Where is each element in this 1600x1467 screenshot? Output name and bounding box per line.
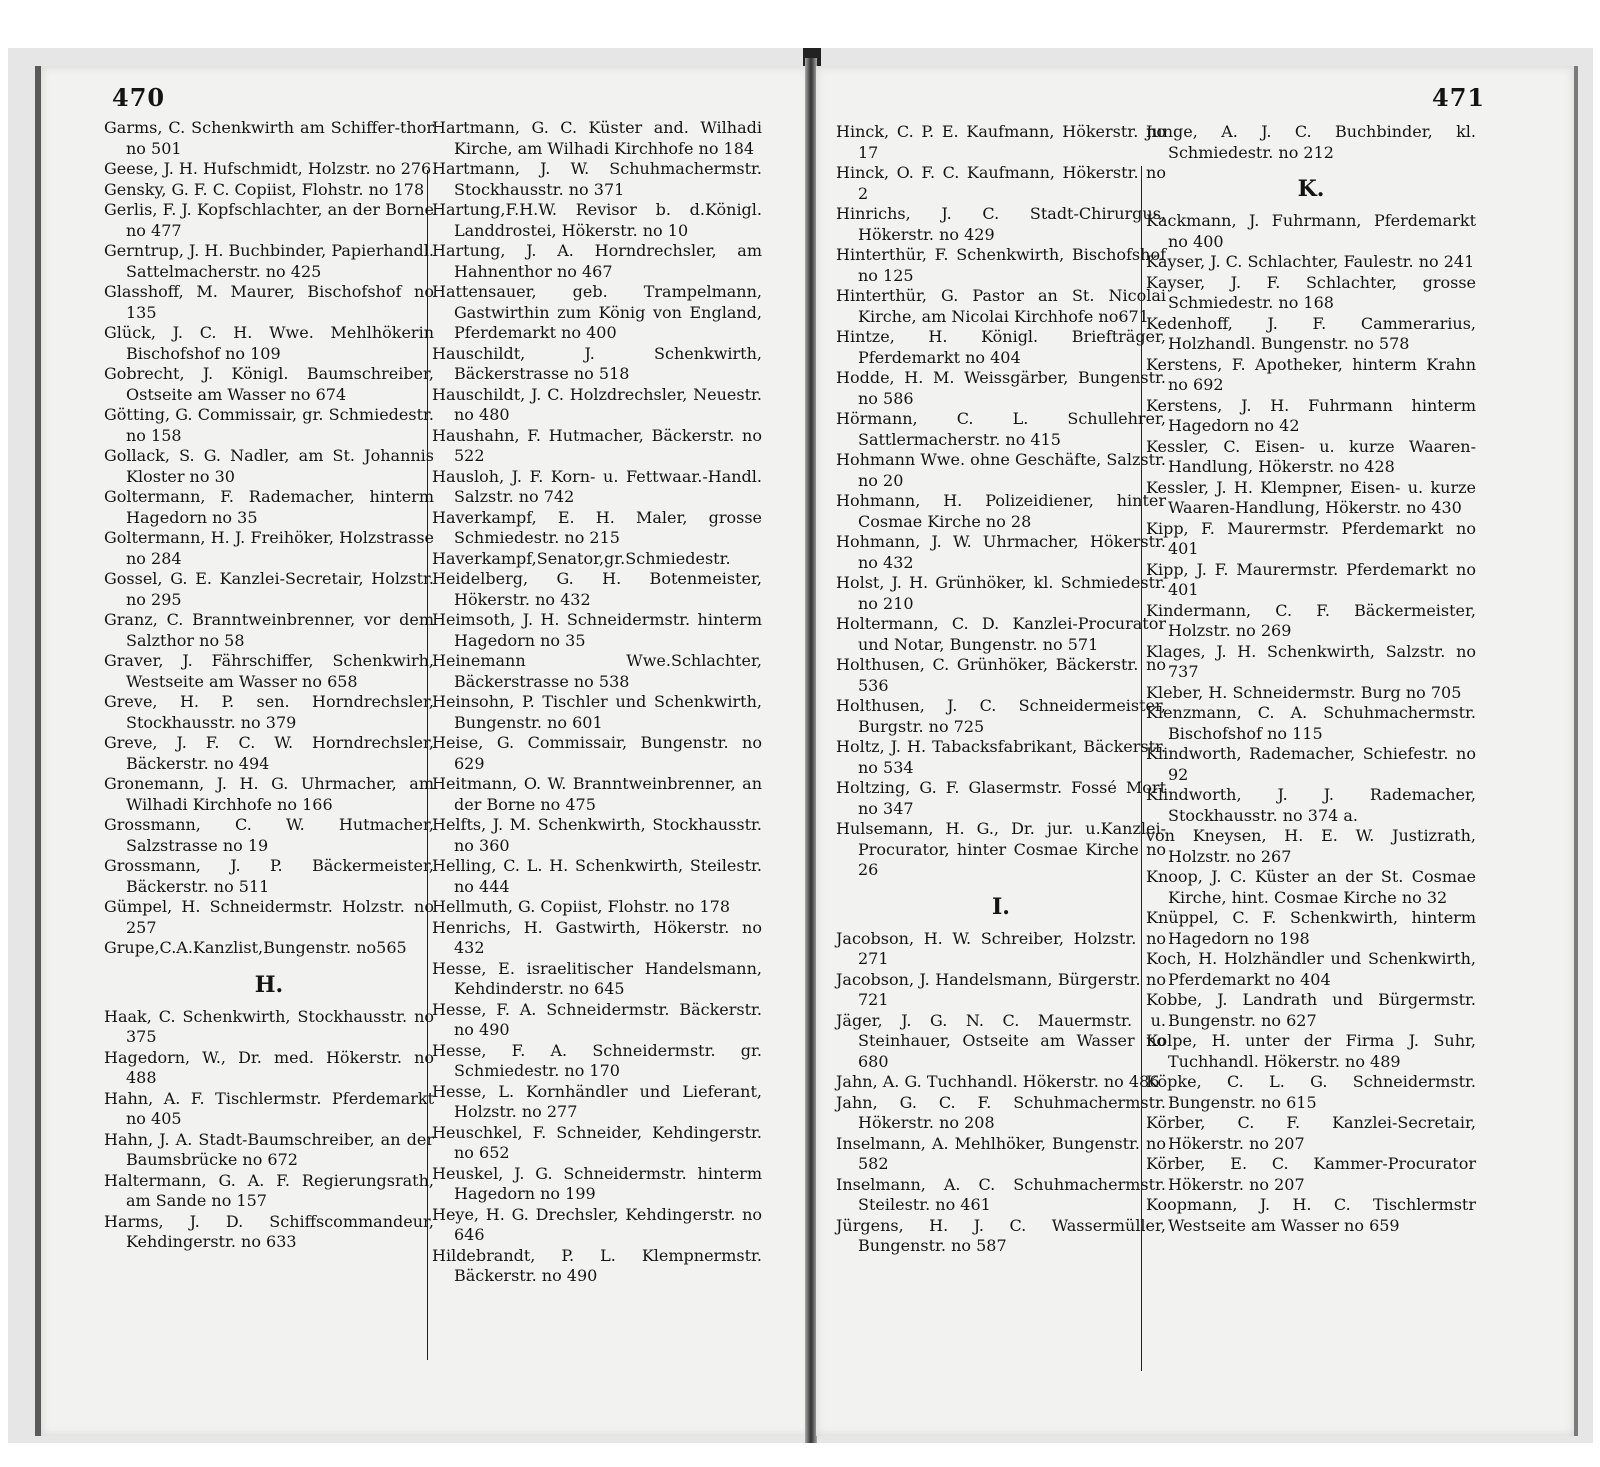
directory-entry: Hohmann Wwe. ohne Geschäfte, Salzstr. no 20 xyxy=(836,450,1166,490)
directory-entry: Hellmuth, G. Copiist, Flohstr. no 178 xyxy=(432,897,731,916)
directory-entry: Hartung, J. A. Horndrechsler, am Hahnenthor no 467 xyxy=(432,241,762,281)
directory-entry: Hinterthür, F. Schenkwirth, Bischofshof no 125 xyxy=(836,245,1166,285)
directory-entry: Kessler, C. Eisen- u. kurze Waaren-Handlung, Hökerstr. no 428 xyxy=(1146,436,1476,476)
directory-entry: Körber, C. F. Kanzlei-Secretair, Hökerstr. no 207 xyxy=(1146,1113,1476,1153)
directory-entry: Hesse, E. israelitischer Handelsmann, Kehdinderstr. no 645 xyxy=(432,958,762,998)
entries-g xyxy=(104,118,434,959)
directory-entry: Heimsoth, J. H. Schneidermstr. hinterm Hagedorn no 35 xyxy=(432,610,762,650)
directory-entry: Helling, C. L. H. Schenkwirth, Steilestr. no 444 xyxy=(432,856,762,896)
directory-entry: Haak, C. Schenkwirth, Stockhausstr. no 375 xyxy=(104,1006,434,1046)
directory-entry: Heinemann Wwe.Schlachter, Bäckerstrasse no 538 xyxy=(432,651,762,691)
directory-entry: Holthusen, C. Grünhöker, Bäckerstr. no 536 xyxy=(836,655,1166,695)
section-letter-h: H. xyxy=(254,971,284,998)
directory-entry: Hintze, H. Königl. Briefträger, Pferdemarkt no 404 xyxy=(836,327,1166,367)
directory-entry: Hattensauer, geb. Trampelmann, Gastwirthin zum König von England, Pferdemarkt no 400 xyxy=(432,282,762,342)
directory-entry: Gobrecht, J. Königl. Baumschreiber, Ostseite am Wasser no 674 xyxy=(104,364,434,404)
directory-entry: Kayser, J. F. Schlachter, grosse Schmiedestr. no 168 xyxy=(1146,272,1476,312)
directory-entry: Haverkampf, E. H. Maler, grosse Schmiedestr. no 215 xyxy=(432,507,762,547)
directory-entry: Heise, G. Commissair, Bungenstr. no 629 xyxy=(432,733,762,773)
directory-column-2 xyxy=(432,118,762,1287)
entries-h xyxy=(104,1007,434,1253)
directory-entry: Holtz, J. H. Tabacksfabrikant, Bäckerstr. no 534 xyxy=(836,737,1166,777)
directory-entry: Klenzmann, C. A. Schuhmachermstr. Bischofshof no 115 xyxy=(1146,703,1476,743)
directory-entry: Hohmann, H. Polizeidiener, hinter Cosmae Kirche no 28 xyxy=(836,491,1166,531)
directory-entry: Heitmann, O. W. Branntweinbrenner, an der Borne no 475 xyxy=(432,774,762,814)
directory-entry: Gümpel, H. Schneidermstr. Holzstr. no 257 xyxy=(104,897,434,937)
directory-entry: Hartmann, G. C. Küster and. Wilhadi Kirche, am Wilhadi Kirchhofe no 184 xyxy=(432,118,762,158)
directory-entry: Heuschkel, F. Schneider, Kehdingerstr. no 652 xyxy=(432,1122,762,1162)
directory-entry: Greve, H. P. sen. Horndrechsler, Stockhausstr. no 379 xyxy=(104,692,434,732)
directory-entry: Goltermann, F. Rademacher, hinterm Hagedorn no 35 xyxy=(104,487,434,527)
entries-i xyxy=(836,929,1166,1257)
section-letter-k: K. xyxy=(1297,176,1325,202)
directory-entry: Klages, J. H. Schenkwirth, Salzstr. no 737 xyxy=(1146,641,1476,681)
directory-entry: Jacobson, J. Handelsmann, Bürgerstr. no 721 xyxy=(836,969,1166,1009)
page-number-right: 471 xyxy=(1432,83,1486,112)
directory-entry: Koch, H. Holzhändler und Schenkwirth, Pferdemarkt no 404 xyxy=(1146,949,1476,989)
directory-entry: Heidelberg, G. H. Botenmeister, Hökerstr. no 432 xyxy=(432,569,762,609)
directory-entry: Holthusen, J. C. Schneidermeister, Burgstr. no 725 xyxy=(836,696,1166,736)
directory-entry: Hesse, L. Kornhändler und Lieferant, Holzstr. no 277 xyxy=(432,1081,762,1121)
directory-entry: Hahn, A. F. Tischlermstr. Pferdemarkt no 405 xyxy=(104,1088,434,1128)
directory-entry: Knoop, J. C. Küster an der St. Cosmae Kirche, hint. Cosmae Kirche no 32 xyxy=(1146,867,1476,907)
directory-entry: Jacobson, H. W. Schreiber, Holzstr. no 271 xyxy=(836,928,1166,968)
directory-entry: Heuskel, J. G. Schneidermstr. hinterm Hagedorn no 199 xyxy=(432,1163,762,1203)
directory-entry: Junge, A. J. C. Buchbinder, kl. Schmiedestr. no 212 xyxy=(1146,122,1476,162)
directory-entry: Holtzing, G. F. Glasermstr. Fossé Mort no 347 xyxy=(836,778,1166,818)
directory-entry: Köpke, C. L. G. Schneidermstr. Bungenstr. no 615 xyxy=(1146,1072,1476,1112)
directory-entry: Hauschildt, J. Schenkwirth, Bäckerstrasse no 518 xyxy=(432,343,762,383)
directory-entry: Hohmann, J. W. Uhrmacher, Hökerstr. no 432 xyxy=(836,532,1166,572)
directory-entry: Graver, J. Fährschiffer, Schenkwirh, Westseite am Wasser no 658 xyxy=(104,651,434,691)
directory-entry: Kolpe, H. unter der Firma J. Suhr, Tuchhandl. Hökerstr. no 489 xyxy=(1146,1031,1476,1071)
directory-entry: Kackmann, J. Fuhrmann, Pferdemarkt no 400 xyxy=(1146,211,1476,251)
page-number-left: 470 xyxy=(112,83,166,112)
directory-entry: Heye, H. G. Drechsler, Kehdingerstr. no 646 xyxy=(432,1204,762,1244)
directory-entry: Haverkampf,Senator,gr.Schmiedestr. xyxy=(432,548,731,568)
directory-entry: Hodde, H. M. Weissgärber, Bungenstr. no 586 xyxy=(836,368,1166,408)
directory-entry: Jäger, J. G. N. C. Mauermstr. u. Steinhauer, Ostseite am Wasser no 680 xyxy=(836,1010,1166,1071)
directory-entry: Hahn, J. A. Stadt-Baumschreiber, an der Baumsbrücke no 672 xyxy=(104,1129,434,1169)
directory-entry: Gerlis, F. J. Kopfschlachter, an der Borne no 477 xyxy=(104,200,434,240)
directory-entry: Hesse, F. A. Schneidermstr. Bäckerstr. no 490 xyxy=(432,999,762,1039)
directory-entry: Gerntrup, J. H. Buchbinder, Papierhandl. Sattelmacherstr. no 425 xyxy=(104,241,434,281)
directory-entry: Holtermann, C. D. Kanzlei-Procurator und Notar, Bungenstr. no 571 xyxy=(836,614,1166,654)
directory-entry: Goltermann, H. J. Freihöker, Holzstrasse no 284 xyxy=(104,528,434,568)
directory-entry: Glück, J. C. H. Wwe. Mehlhökerin Bischofshof no 109 xyxy=(104,323,434,363)
directory-entry: Kleber, H. Schneidermstr. Burg no 705 xyxy=(1146,682,1462,702)
directory-entry: Knüppel, C. F. Schenkwirth, hinterm Hagedorn no 198 xyxy=(1146,908,1476,948)
directory-entry: Klindworth, Rademacher, Schiefestr. no 92 xyxy=(1146,744,1476,784)
directory-entry: Hesse, F. A. Schneidermstr. gr. Schmiedestr. no 170 xyxy=(432,1040,762,1080)
directory-entry: Kipp, F. Maurermstr. Pferdemarkt no 401 xyxy=(1146,518,1476,558)
directory-entry: Greve, J. F. C. W. Horndrechsler, Bäckerstr. no 494 xyxy=(104,733,434,773)
directory-entry: Hartmann, J. W. Schuhmachermstr. Stockhausstr. no 371 xyxy=(432,159,762,199)
directory-entry: Kedenhoff, J. F. Cammerarius, Holzhandl. Bungenstr. no 578 xyxy=(1146,313,1476,353)
directory-entry: Hörmann, C. L. Schullehrer, Sattlermacherstr. no 415 xyxy=(836,409,1166,449)
directory-entry: Haushahn, F. Hutmacher, Bäckerstr. no 522 xyxy=(432,425,762,465)
entries-j xyxy=(1146,122,1476,163)
directory-entry: Kayser, J. C. Schlachter, Faulestr. no 241 xyxy=(1146,252,1475,271)
directory-entry: Kerstens, F. Apotheker, hinterm Krahn no 692 xyxy=(1146,354,1476,394)
directory-entry: Gronemann, J. H. G. Uhrmacher, am Wilhadi Kirchhofe no 166 xyxy=(104,774,434,814)
directory-entry: Heinsohn, P. Tischler und Schenkwirth, Bungenstr. no 601 xyxy=(432,692,762,732)
entries-h-continued xyxy=(432,118,762,1287)
directory-entry: Haltermann, G. A. F. Regierungsrath, am Sande no 157 xyxy=(104,1170,434,1210)
directory-entry: Hausloh, J. F. Korn- u. Fettwaar.-Handl. Salzstr. no 742 xyxy=(432,466,762,506)
directory-entry: Götting, G. Commissair, gr. Schmiedestr. no 158 xyxy=(104,405,434,445)
directory-entry: Körber, E. C. Kammer-Procurator Hökerstr. no 207 xyxy=(1146,1154,1476,1194)
directory-entry: Gollack, S. G. Nadler, am St. Johannis Kloster no 30 xyxy=(104,446,434,486)
directory-entry: Grossmann, J. P. Bäckermeister, Bäckerstr. no 511 xyxy=(104,856,434,896)
directory-entry: Klindworth, J. J. Rademacher, Stockhausstr. no 374 a. xyxy=(1146,785,1476,825)
directory-entry: Hildebrandt, P. L. Klempnermstr. Bäckerstr. no 490 xyxy=(432,1245,762,1285)
directory-entry: Hinck, O. F. C. Kaufmann, Hökerstr. no 2 xyxy=(836,163,1166,203)
directory-entry: Kindermann, C. F. Bäckermeister, Holzstr. no 269 xyxy=(1146,600,1476,640)
directory-entry: Jahn, A. G. Tuchhandl. Hökerstr. no 486 xyxy=(836,1072,1160,1091)
directory-entry: Geese, J. H. Hufschmidt, Holzstr. no 276 xyxy=(104,159,432,178)
directory-entry: Grossmann, C. W. Hutmacher, Salzstrasse no 19 xyxy=(104,815,434,855)
directory-entry: Kerstens, J. H. Fuhrmann hinterm Hagedorn no 42 xyxy=(1146,395,1476,435)
directory-entry: Henrichs, H. Gastwirth, Hökerstr. no 432 xyxy=(432,917,762,957)
directory-entry: Harms, J. D. Schiffscommandeur, Kehdingerstr. no 633 xyxy=(104,1211,434,1251)
directory-entry: Hinterthür, G. Pastor an St. Nicolai Kirche, am Nicolai Kirchhofe no671 xyxy=(836,286,1166,326)
directory-entry: Jürgens, H. J. C. Wassermüller, Bungenstr. no 587 xyxy=(836,1215,1166,1255)
directory-entry: Granz, C. Branntweinbrenner, vor dem Salzthor no 58 xyxy=(104,610,434,650)
directory-entry: Kipp, J. F. Maurermstr. Pferdemarkt no 401 xyxy=(1146,559,1476,599)
directory-entry: Garms, C. Schenkwirth am Schiffer-thor no 501 xyxy=(104,118,434,158)
directory-column-1 xyxy=(104,118,434,1253)
directory-entry: Holst, J. H. Grünhöker, kl. Schmiedestr. no 210 xyxy=(836,573,1166,613)
directory-entry: Jahn, G. C. F. Schuhmachermstr. Hökerstr. no 208 xyxy=(836,1092,1166,1132)
directory-entry: Hinrichs, J. C. Stadt-Chirurgus, Hökerstr. no 429 xyxy=(836,204,1166,244)
directory-column-4 xyxy=(1146,122,1476,1236)
directory-entry: Kobbe, J. Landrath und Bürgermstr. Bungenstr. no 627 xyxy=(1146,990,1476,1030)
directory-entry: Hauschildt, J. C. Holzdrechsler, Neuestr. no 480 xyxy=(432,384,762,424)
directory-entry: Glasshoff, M. Maurer, Bischofshof no 135 xyxy=(104,282,434,322)
directory-entry: Hagedorn, W., Dr. med. Hökerstr. no 488 xyxy=(104,1047,434,1087)
directory-entry: Hulsemann, H. G., Dr. jur. u.Kanzlei-Procurator, hinter Cosmae Kirche no 26 xyxy=(836,819,1166,879)
directory-entry: Helfts, J. M. Schenkwirth, Stockhausstr. no 360 xyxy=(432,815,762,855)
directory-entry: Grupe,C.A.Kanzlist,Bungenstr. no565 xyxy=(104,938,407,957)
directory-entry: von Kneysen, H. E. W. Justizrath, Holzstr. no 267 xyxy=(1146,826,1476,866)
directory-entry: Gossel, G. E. Kanzlei-Secretair, Holzstr. no 295 xyxy=(104,569,434,609)
directory-entry: Kessler, J. H. Klempner, Eisen- u. kurze Waaren-Handlung, Hökerstr. no 430 xyxy=(1146,477,1476,517)
directory-column-3 xyxy=(836,122,1166,1257)
directory-entry: Inselmann, A. C. Schuhmachermstr. Steilestr. no 461 xyxy=(836,1174,1166,1214)
section-letter-i: I. xyxy=(992,893,1010,920)
directory-entry: Koopmann, J. H. C. Tischlermstr Westseite am Wasser no 659 xyxy=(1146,1195,1476,1235)
entries-k xyxy=(1146,211,1476,1236)
directory-entry: Gensky, G. F. C. Copiist, Flohstr. no 178 xyxy=(104,179,425,199)
directory-entry: Inselmann, A. Mehlhöker, Bungenstr. no 582 xyxy=(836,1133,1166,1173)
entries-h-final xyxy=(836,122,1166,881)
directory-entry: Hartung,F.H.W. Revisor b. d.Königl. Landdrostei, Hökerstr. no 10 xyxy=(432,200,762,240)
directory-entry: Hinck, C. P. E. Kaufmann, Hökerstr. no 17 xyxy=(836,122,1166,162)
